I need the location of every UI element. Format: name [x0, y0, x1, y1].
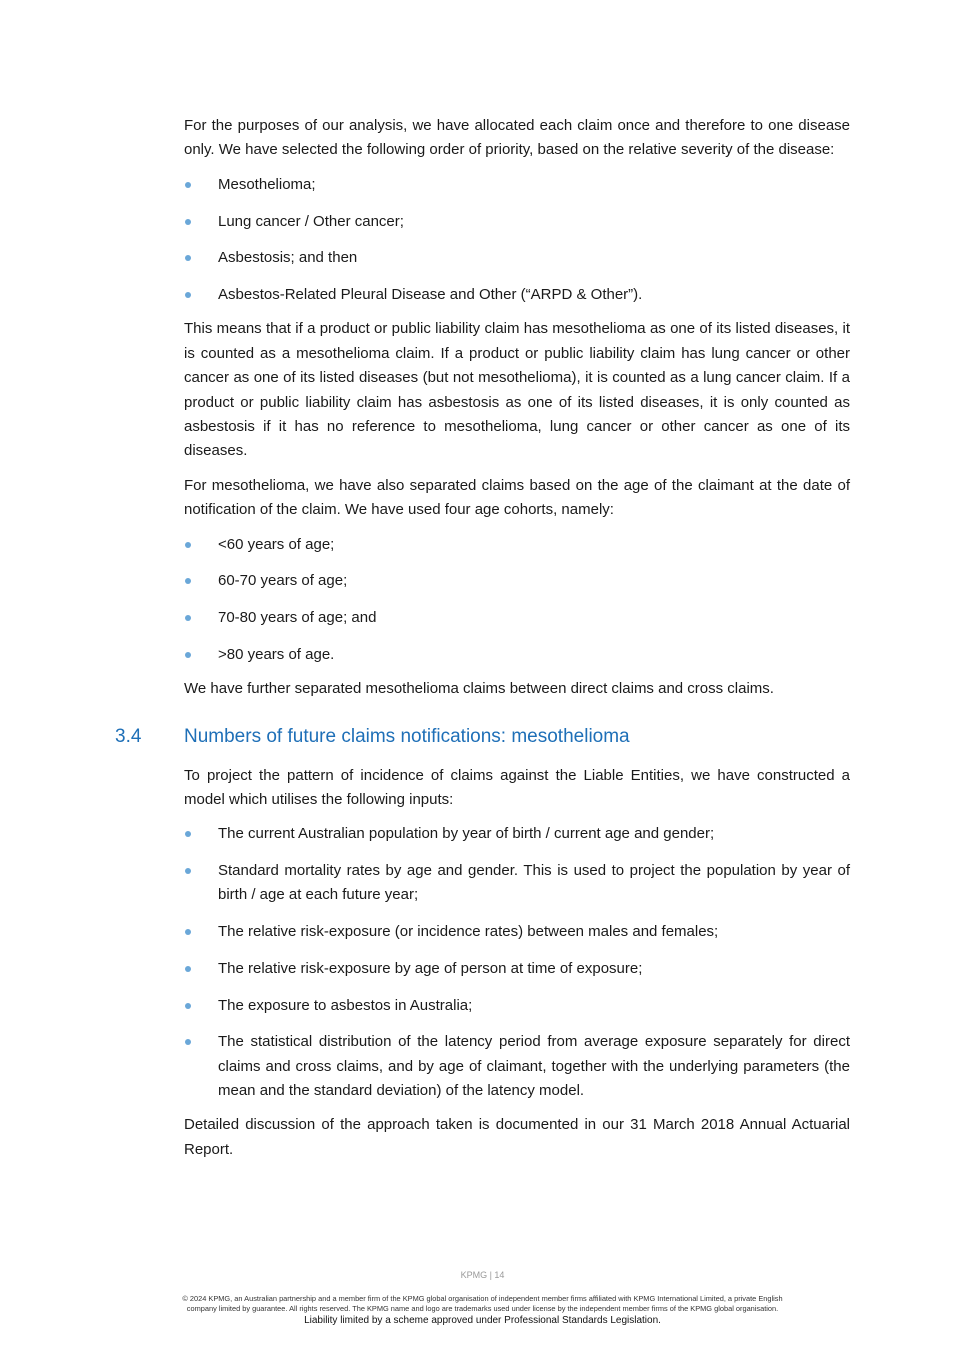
list-item-text: Mesothelioma; — [218, 175, 316, 193]
list-item — [184, 606, 850, 630]
bullet-icon — [185, 255, 191, 261]
list-item — [184, 533, 850, 557]
intro-paragraph: For the purposes of our analysis, we have allocated each claim once and therefore to one disease only. We have selected the following order of priority, based on the relative severity of the disease: — [184, 117, 850, 159]
bullet-icon — [185, 182, 191, 188]
list-item-text: The exposure to asbestos in Australia; — [218, 996, 473, 1014]
copyright-line: company limited by guarantee. All rights reserved. The KPMG name and logo are trademarks used under license by the independent member firms of the KPMG global organisation. — [186, 1304, 779, 1313]
list-item-text: Asbestos-Related Pleural Disease and Other (“ARPD & Other”). — [218, 285, 643, 303]
list-item — [184, 920, 850, 944]
bullet-icon — [185, 652, 191, 658]
list-item — [184, 822, 850, 846]
age-outro-paragraph: We have further separated mesothelioma claims between direct claims and cross claims. — [184, 680, 774, 698]
bullet-icon — [185, 868, 191, 874]
bullet-icon — [185, 929, 191, 935]
list-item-text: 60-70 years of age; — [218, 572, 348, 590]
list-item — [184, 643, 850, 667]
bullet-icon — [185, 219, 191, 225]
list-item-text: Asbestosis; and then — [218, 249, 358, 267]
bullet-icon — [185, 542, 191, 548]
bullet-icon — [185, 578, 191, 584]
bullet-icon — [185, 1039, 191, 1045]
list-item — [184, 859, 850, 908]
age-intro-paragraph: For mesothelioma, we have also separated claims based on the age of the claimant at the date of notification of the claim. We have used four age cohorts, namely: — [184, 476, 850, 519]
section-title: Numbers of future claims notifications: mesothelioma — [184, 725, 630, 747]
page-number: KPMG | 14 — [460, 1270, 505, 1280]
list-item — [184, 994, 850, 1018]
bullet-icon — [185, 831, 191, 837]
list-item-text: <60 years of age; — [218, 535, 335, 553]
priority-explanation-paragraph: This means that if a product or public liability claim has mesothelioma as one of its listed diseases, it is counted as a mesothelioma claim. If a product or public liability claim has lung cancer or other cancer as one of its listed diseases (but not mesothelioma), it is counted as a lung cancer claim. If a product or public liability claim has asbestosis as one of its listed diseases, it is only counted as asbestosis if it has no reference to mesothelioma, lung cancer or other cancer as one of its diseases. — [184, 320, 850, 460]
list-item — [184, 246, 850, 270]
section-heading — [115, 724, 850, 750]
list-item — [184, 210, 850, 234]
list-item-text: 70-80 years of age; and — [218, 608, 377, 626]
list-item-text: Lung cancer / Other cancer; — [218, 212, 404, 230]
list-item-text: Standard mortality rates by age and gender. This is used to project the population by year of birth / age at each future year; — [218, 862, 850, 904]
list-item — [184, 283, 850, 307]
bullet-icon — [185, 292, 191, 298]
list-item-text: The statistical distribution of the latency period from average exposure separately for direct claims and cross claims, and by age of claimant, together with the underlying parameters (the mean and the standard deviation) of the latency model. — [218, 1033, 850, 1100]
list-item — [184, 173, 850, 197]
list-item-text: The relative risk-exposure by age of person at time of exposure; — [218, 959, 643, 977]
report-body — [115, 114, 850, 1172]
bullet-icon — [185, 615, 191, 621]
bullet-icon — [185, 966, 191, 972]
model-inputs-list — [184, 822, 850, 1103]
copyright-line: © 2024 KPMG, an Australian partnership and a member firm of the KPMG global organisation of independent member firms affiliated with KPMG International Limited, a private English — [182, 1294, 783, 1303]
liability-notice: Liability limited by a scheme approved under Professional Standards Legislation. — [304, 1315, 661, 1326]
list-item-text: The current Australian population by year of birth / current age and gender; — [218, 825, 715, 843]
list-item — [184, 957, 850, 981]
closing-paragraph: Detailed discussion of the approach taken is documented in our 31 March 2018 Annual Actuarial Report. — [184, 1116, 850, 1158]
list-item — [184, 1030, 850, 1103]
model-intro-paragraph: To project the pattern of incidence of claims against the Liable Entities, we have constructed a model which utilises the following inputs: — [184, 766, 850, 808]
copyright-notice — [80, 1294, 885, 1314]
list-item — [184, 569, 850, 593]
list-item-text: >80 years of age. — [218, 645, 335, 663]
age-cohort-list — [184, 533, 850, 668]
section-number: 3.4 — [115, 725, 142, 747]
bullet-icon — [185, 1003, 191, 1009]
disease-priority-list — [184, 173, 850, 308]
list-item-text: The relative risk-exposure (or incidence rates) between males and females; — [218, 923, 719, 941]
